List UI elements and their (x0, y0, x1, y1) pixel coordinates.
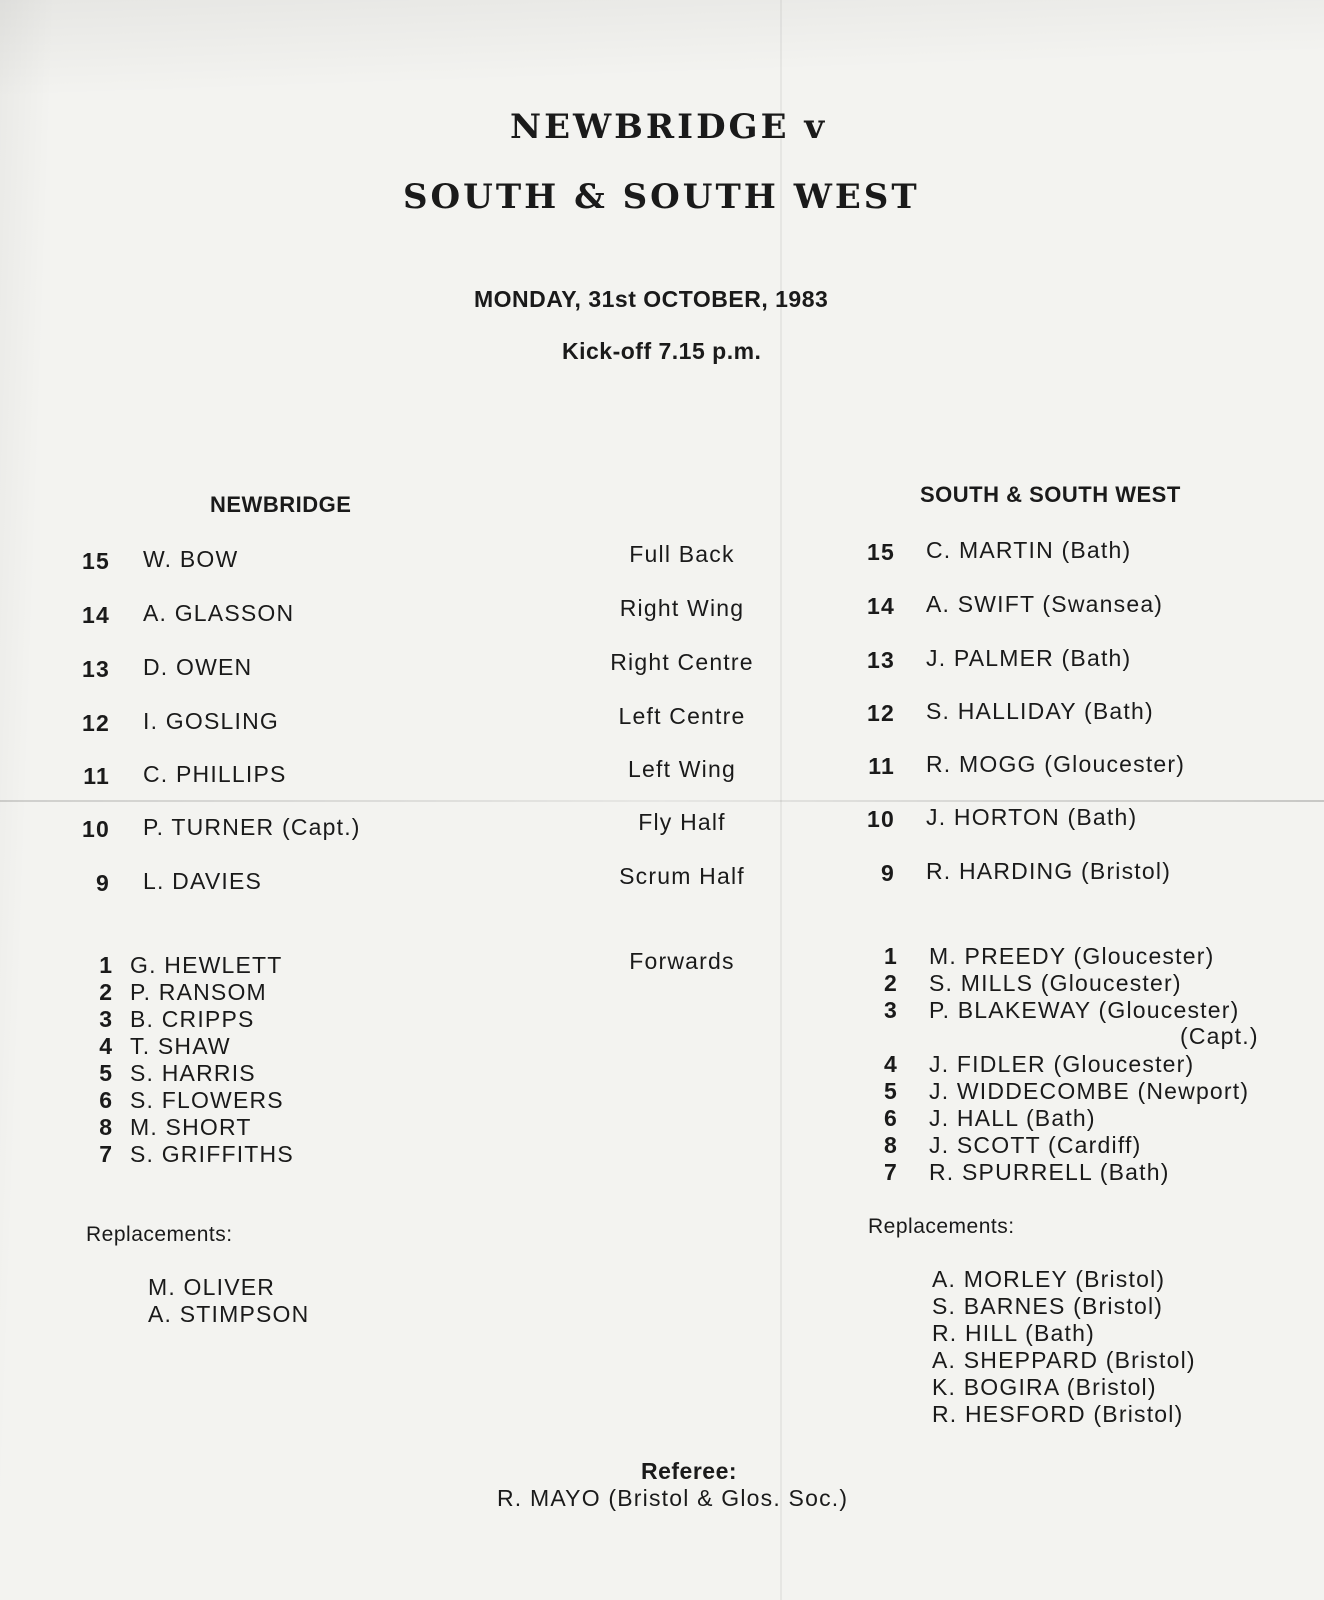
away-player-number: 14 (867, 593, 895, 619)
position-label: Fly Half (638, 809, 726, 835)
home-player-number: 1 (99, 952, 112, 978)
home-player-number: 6 (99, 1087, 112, 1113)
list-item (72, 1033, 294, 1060)
title-line-1: NEWBRIDGE v (510, 107, 828, 147)
position-label: Left Wing (628, 756, 736, 782)
away-player-number: 15 (867, 539, 895, 565)
away-player-number: 11 (868, 753, 895, 779)
fold-crease-vertical (780, 0, 782, 1600)
away-player-number: 4 (884, 1051, 898, 1077)
home-player-name: W. BOW (143, 546, 239, 572)
position-label: Scrum Half (619, 863, 745, 889)
home-player-name: P. RANSOM (130, 979, 267, 1005)
home-player-name: M. SHORT (130, 1114, 252, 1140)
home-player-number: 12 (82, 710, 110, 736)
away-player-name: R. SPURRELL (Bath) (929, 1159, 1170, 1185)
home-player-name: A. GLASSON (143, 600, 295, 626)
away-replacement-name: K. BOGIRA (Bristol) (932, 1374, 1157, 1400)
home-player-number: 13 (82, 656, 110, 682)
match-date: MONDAY, 31st OCTOBER, 1983 (474, 286, 829, 312)
away-replacements-label: Replacements: (868, 1215, 1015, 1238)
title-line-2: SOUTH & SOUTH WEST (403, 177, 920, 217)
home-player-number: 4 (99, 1033, 112, 1059)
home-player-name: I. GOSLING (143, 708, 279, 734)
away-replacement-name: R. HESFORD (Bristol) (932, 1401, 1184, 1427)
list-item (72, 979, 294, 1006)
list-item (72, 1141, 294, 1168)
away-player-name: J. HALL (Bath) (929, 1105, 1096, 1131)
away-player-number: 3 (884, 997, 898, 1023)
home-forwards-list (72, 952, 294, 1168)
home-player-name: S. HARRIS (130, 1060, 256, 1086)
away-player-name: J. SCOTT (Cardiff) (929, 1132, 1142, 1158)
home-player-name: L. DAVIES (143, 868, 263, 894)
position-label: Full Back (629, 541, 735, 567)
home-player-number: 11 (83, 763, 110, 789)
kick-off-time: Kick-off 7.15 p.m. (562, 338, 762, 364)
home-player-name: G. HEWLETT (130, 952, 283, 978)
list-item (72, 1087, 294, 1114)
away-player-number: 7 (884, 1159, 898, 1185)
away-replacement-name: A. MORLEY (Bristol) (932, 1266, 1166, 1292)
home-player-number: 8 (99, 1114, 112, 1140)
list-item (72, 1114, 294, 1141)
position-label: Right Centre (610, 649, 754, 675)
home-player-number: 7 (99, 1141, 112, 1167)
list-item (72, 1006, 294, 1033)
home-player-name: D. OWEN (143, 654, 253, 680)
home-team-heading: NEWBRIDGE (210, 492, 352, 517)
list-item (72, 952, 294, 979)
away-player-name: M. PREEDY (Gloucester) (929, 943, 1215, 969)
away-replacement-name: S. BARNES (Bristol) (932, 1293, 1164, 1319)
away-player-number: 8 (884, 1132, 898, 1158)
home-player-number: 5 (99, 1060, 112, 1086)
position-label: Right Wing (619, 595, 745, 621)
position-label-forwards: Forwards (629, 948, 735, 974)
away-player-name: J. WIDDECOMBE (Newport) (929, 1078, 1250, 1104)
home-player-number: 14 (82, 602, 110, 628)
home-player-name: P. TURNER (Capt.) (143, 814, 361, 840)
home-player-number: 9 (96, 870, 110, 896)
home-player-name: B. CRIPPS (130, 1006, 255, 1032)
away-player-name: R. MOGG (Gloucester) (926, 751, 1186, 777)
referee-label: Referee: (641, 1458, 738, 1484)
away-player-name: A. SWIFT (Swansea) (926, 591, 1164, 617)
home-replacement-name: A. STIMPSON (148, 1301, 310, 1327)
away-replacement-name: A. SHEPPARD (Bristol) (932, 1347, 1196, 1373)
position-label: Left Centre (618, 703, 746, 729)
away-player-name: J. PALMER (Bath) (926, 645, 1132, 671)
away-player-name: C. MARTIN (Bath) (926, 537, 1132, 563)
home-replacement-name: M. OLIVER (148, 1274, 276, 1300)
home-player-name: S. FLOWERS (130, 1087, 284, 1113)
fold-crease (0, 800, 1324, 802)
home-player-name: S. GRIFFITHS (130, 1141, 294, 1167)
home-player-number: 10 (82, 816, 110, 842)
home-player-number: 15 (82, 548, 110, 574)
away-player-number: 10 (867, 806, 895, 832)
away-player-name: S. MILLS (Gloucester) (929, 970, 1182, 996)
captain-marker: (Capt.) (1180, 1023, 1259, 1049)
away-player-number: 6 (884, 1105, 898, 1131)
home-player-name: T. SHAW (130, 1033, 231, 1059)
away-player-name: S. HALLIDAY (Bath) (926, 698, 1154, 724)
referee-name: R. MAYO (Bristol & Glos. Soc.) (497, 1485, 849, 1511)
away-player-number: 5 (884, 1078, 898, 1104)
home-player-number: 3 (99, 1006, 112, 1032)
away-player-name: J. FIDLER (Gloucester) (929, 1051, 1195, 1077)
away-player-number: 9 (881, 860, 895, 886)
away-replacement-name: R. HILL (Bath) (932, 1320, 1095, 1346)
away-team-heading: SOUTH & SOUTH WEST (920, 482, 1181, 507)
away-player-name: R. HARDING (Bristol) (926, 858, 1172, 884)
home-player-number: 2 (99, 979, 112, 1005)
list-item (72, 1060, 294, 1087)
away-player-number: 13 (867, 647, 895, 673)
away-player-number: 12 (867, 700, 895, 726)
away-player-number: 2 (884, 970, 898, 996)
home-player-name: C. PHILLIPS (143, 761, 287, 787)
away-player-number: 1 (884, 943, 898, 969)
away-player-name: J. HORTON (Bath) (926, 804, 1138, 830)
home-replacements-label: Replacements: (86, 1223, 233, 1246)
away-player-name: P. BLAKEWAY (Gloucester) (929, 997, 1240, 1023)
